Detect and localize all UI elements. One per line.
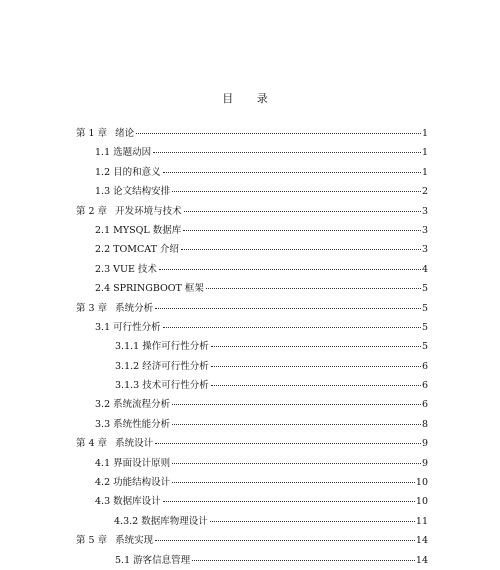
toc-dot-leader	[172, 404, 421, 405]
toc-entry-page-number: 3	[421, 205, 428, 217]
toc-dot-leader	[172, 482, 415, 483]
toc-entry-number: 4.3	[95, 496, 111, 508]
toc-entry-label: 界面设计原则	[113, 457, 171, 469]
toc-dot-leader	[172, 424, 421, 425]
toc-entry-label: 数据库物理设计	[141, 515, 208, 527]
toc-entry[interactable]	[76, 240, 428, 259]
toc-entry[interactable]	[76, 395, 428, 414]
toc-entry-number: 1.3	[95, 186, 111, 198]
toc-entry-number: 1.1	[95, 147, 111, 159]
toc-entry-number: 第 1 章	[76, 128, 108, 139]
toc-entry-label: 数据库设计	[113, 496, 161, 508]
toc-entry-number: 3.2	[95, 399, 111, 411]
toc-entry-label: VUE 技术	[113, 263, 157, 275]
toc-entry-number: 4.1	[95, 457, 111, 469]
toc-entry-label: 目的和意义	[113, 166, 161, 178]
toc-entry-number: 2.2	[95, 244, 111, 256]
toc-dot-leader	[183, 230, 421, 231]
toc-entry-page-number: 1	[421, 147, 428, 159]
toc-entry[interactable]	[76, 182, 428, 201]
toc-entry-number: 2.4	[95, 283, 111, 295]
toc-entry-label: 功能结构设计	[113, 477, 171, 489]
toc-entry-page-number: 4	[421, 263, 428, 275]
toc-entry-label: 游客信息管理	[133, 554, 191, 566]
toc-entry-label: 系统实现	[115, 535, 154, 547]
toc-dot-leader	[181, 249, 421, 250]
toc-dot-leader	[172, 191, 421, 192]
toc-entry-page-number: 5	[421, 341, 428, 353]
toc-entry-number: 1.2	[95, 166, 111, 178]
toc-entry[interactable]	[76, 163, 428, 182]
toc-entry-label: 系统流程分析	[113, 399, 171, 411]
toc-entry-number: 3.1	[95, 321, 111, 333]
toc-dot-leader	[192, 560, 415, 561]
toc-entry-page-number: 5	[421, 321, 428, 333]
toc-entry-label: 绪论	[115, 128, 135, 139]
toc-entry[interactable]	[76, 512, 428, 531]
toc-dot-leader	[163, 327, 421, 328]
toc-entry-page-number: 6	[421, 380, 428, 392]
toc-dot-leader	[163, 501, 415, 502]
toc-entry-page-number: 14	[415, 535, 428, 547]
toc-entry[interactable]	[76, 551, 428, 570]
toc-entry[interactable]	[76, 415, 428, 434]
toc-entry-page-number: 9	[421, 438, 428, 450]
toc-entry-label: MYSQL 数据库	[113, 224, 182, 236]
toc-entry[interactable]	[76, 221, 428, 240]
toc-dot-leader	[184, 211, 421, 212]
toc-entry-number: 第 5 章	[76, 535, 108, 547]
toc-entry-page-number: 6	[421, 399, 428, 411]
toc-entry[interactable]	[76, 473, 428, 492]
toc-entry-page-number: 1	[421, 166, 428, 178]
toc-entry-label: SPRINGBOOT 框架	[113, 283, 204, 295]
toc-dot-leader	[211, 366, 421, 367]
toc-entry[interactable]	[76, 492, 428, 511]
toc-entry[interactable]	[76, 143, 428, 162]
toc-entry-number: 4.2	[95, 477, 111, 489]
toc-entry[interactable]	[76, 124, 428, 143]
toc-entry[interactable]	[76, 279, 428, 298]
toc-entry-label: 开发环境与技术	[115, 205, 182, 217]
toc-dot-leader	[210, 521, 415, 522]
toc-entry-number: 2.1	[95, 224, 111, 236]
toc-entry-number: 第 2 章	[76, 205, 108, 217]
toc-entry-label: 论文结构安排	[113, 186, 171, 198]
toc-entry-number: 5.1	[115, 554, 131, 566]
toc-entry-page-number: 3	[421, 224, 428, 236]
table-of-contents	[76, 124, 428, 570]
toc-entry-page-number: 9	[421, 457, 428, 469]
toc-entry[interactable]	[76, 318, 428, 337]
toc-entry[interactable]	[76, 434, 428, 453]
toc-entry-page-number: 3	[421, 244, 428, 256]
toc-entry[interactable]	[76, 357, 428, 376]
toc-entry[interactable]	[76, 202, 428, 221]
toc-entry-label: 系统分析	[115, 302, 154, 314]
toc-entry-page-number: 5	[421, 283, 428, 295]
toc-entry-label: 操作可行性分析	[142, 341, 209, 353]
toc-entry[interactable]	[76, 454, 428, 473]
toc-entry-page-number: 10	[415, 496, 428, 508]
toc-dot-leader	[155, 443, 421, 444]
toc-entry-page-number: 11	[415, 515, 428, 527]
toc-entry-label: 技术可行性分析	[142, 380, 209, 392]
toc-entry[interactable]	[76, 376, 428, 395]
toc-dot-leader	[206, 288, 421, 289]
toc-dot-leader	[136, 133, 421, 134]
toc-dot-leader	[159, 269, 421, 270]
toc-dot-leader	[155, 540, 415, 541]
toc-entry-label: TOMCAT 介绍	[113, 244, 179, 256]
toc-entry-label: 可行性分析	[113, 321, 161, 333]
toc-entry-page-number: 6	[421, 360, 428, 372]
toc-dot-leader	[211, 385, 421, 386]
toc-entry-page-number: 2	[421, 186, 428, 198]
toc-entry[interactable]	[76, 260, 428, 279]
toc-dot-leader	[153, 152, 421, 153]
toc-entry-page-number: 1	[421, 128, 428, 139]
toc-entry-page-number: 14	[415, 554, 428, 566]
toc-title: 目 录	[222, 92, 278, 105]
toc-entry-page-number: 5	[421, 302, 428, 314]
toc-entry[interactable]	[76, 531, 428, 550]
toc-dot-leader	[172, 463, 421, 464]
toc-entry[interactable]	[76, 299, 428, 318]
toc-entry-number: 3.1.1	[115, 341, 140, 353]
toc-entry-label: 系统性能分析	[113, 418, 171, 430]
toc-entry-page-number: 10	[415, 477, 428, 489]
toc-entry-number: 2.3	[95, 263, 111, 275]
toc-entry-number: 3.3	[95, 418, 111, 430]
toc-entry[interactable]	[76, 337, 428, 356]
toc-entry-number: 4.3.2	[114, 515, 139, 527]
toc-entry-number: 3.1.2	[115, 360, 140, 372]
toc-dot-leader	[163, 172, 421, 173]
toc-entry-number: 第 3 章	[76, 302, 108, 314]
toc-entry-label: 系统设计	[115, 438, 154, 450]
toc-entry-label: 选题动因	[113, 147, 152, 159]
toc-dot-leader	[155, 308, 421, 309]
toc-entry-number: 3.1.3	[115, 380, 140, 392]
toc-dot-leader	[211, 346, 421, 347]
toc-entry-label: 经济可行性分析	[142, 360, 209, 372]
toc-entry-page-number: 8	[421, 418, 428, 430]
toc-entry-number: 第 4 章	[76, 438, 108, 450]
